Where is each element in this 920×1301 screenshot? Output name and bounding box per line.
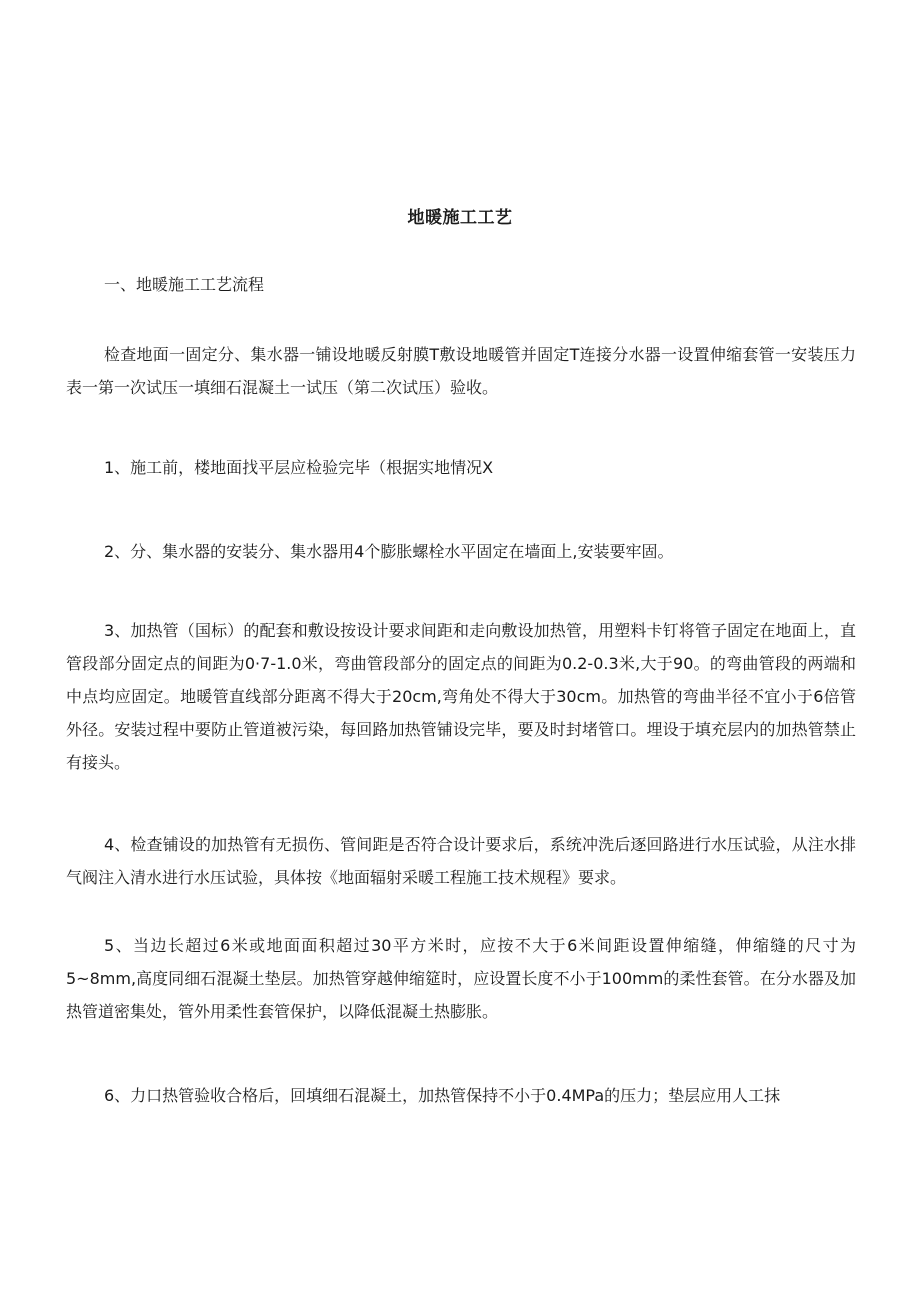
paragraph-step-6: 6、力口热管验收合格后，回填细石混凝土，加热管保持不小于0.4MPa的压力；垫层应用人工抹 [104, 1086, 781, 1105]
paragraph-step-3: 3、加热管（国标）的配套和敷设按设计要求间距和走向敷设加热管，用塑料卡钉将管子固定在地面上，直管段部分固定点的间距为0·7-1.0米，弯曲管段部分的固定点的间距为0.2-0.3米,大于90。的弯曲管段的两端和中点均应固定。地暖管直线部分距离不得大于20cm,弯角处不得大于30cm。加热管的弯曲半径不宜小于6倍管外径。安装过程中要防止管道被污染，每回路加热管铺设完毕，要及时封堵管口。埋设于填充层内的加热管禁止有接头。 [66, 621, 856, 772]
section-heading: 一、地暖施工工艺流程 [104, 275, 265, 294]
paragraph-step-4: 4、检查铺设的加热管有无损伤、管间距是否符合设计要求后，系统冲洗后逐回路进行水压试验，从注水排气阀注入清水进行水压试验，具体按《地面辐射采暖工程施工技术规程》要求。 [66, 835, 856, 887]
paragraph-step-1: 1、施工前，楼地面找平层应检验完毕（根据实地情况X [104, 458, 494, 477]
paragraph-step-2: 2、分、集水器的安装分、集水器用4个膨胀螺栓水平固定在墙面上,安装要牢固。 [104, 542, 674, 561]
paragraph-step-5: 5、当边长超过6米或地面面积超过30平方米时，应按不大于6米间距设置伸缩缝，伸缩缝的尺寸为5~8mm,高度同细石混凝土垫层。加热管穿越伸缩筵时，应设置长度不小于100mm的柔性套管。在分水器及加热管道密集处，管外用柔性套管保护，以降低混凝土热膨胀。 [66, 936, 856, 1021]
paragraph-process-flow: 检查地面一固定分、集水器一铺设地暖反射膜T敷设地暖管并固定T连接分水器一设置伸缩套管一安装压力表一第一次试压一填细石混凝土一试压（第二次试压）验收。 [66, 345, 856, 397]
document-title: 地暖施工工艺 [407, 208, 513, 228]
